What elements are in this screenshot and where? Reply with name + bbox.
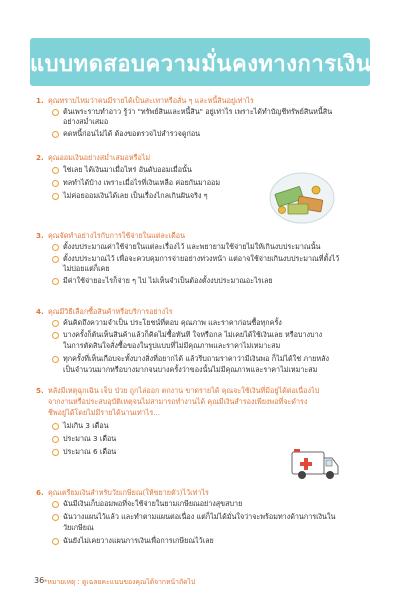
answer-option[interactable]: ใช่เลย ได้เงินมาเมื่อไหร่ อันดับออมเมื่อนั้น — [52, 165, 192, 175]
answer-option[interactable]: ฉันมีเงินเก็บออมพอที่จะใช้จ่ายในยามเกษียณอย่างสุขสบาย — [52, 499, 242, 509]
question-number: 6. — [36, 488, 44, 497]
title-banner — [30, 38, 370, 86]
question-number: 3. — [36, 231, 44, 240]
radio-circle-icon — [52, 356, 59, 363]
radio-circle-icon — [52, 193, 59, 200]
question-text: คุณเตรียมเงินสำหรับวัยเกษียณ(ให้ขยายตัว)ไว้เท่าไร — [48, 488, 209, 497]
question-text: หลังมีเหตุฉุกเฉิน เจ็บ ป่วย ถูกไล่ออก ตกงาน ขาดรายได้ คุณจะใช้เงินที่มีอยู่ได้ต่อเนื่องไป — [48, 386, 320, 395]
radio-circle-icon — [52, 538, 59, 545]
radio-circle-icon — [52, 320, 59, 327]
answer-option[interactable]: ตั้งงบประมาณค่าใช้จ่ายในแต่ละเรื่องไว้ และพยายามใช้จ่ายไม่ให้เกินงบประมาณนั้น — [52, 242, 320, 252]
question-text: คุณจัดทำอย่างไรกับการใช้จ่ายในแต่ละเดือน — [48, 231, 186, 240]
question-number: 2. — [36, 153, 44, 162]
question-number: 4. — [36, 307, 44, 316]
radio-circle-icon — [52, 244, 59, 251]
answer-option[interactable]: ค้นคิดถึงความจำเป็น ประโยชน์ที่ตอบ คุณภาพ และราคาก่อนซื้อทุกครั้ง — [52, 318, 282, 328]
question-text: คุณออมเงินอย่างสม่ำเสมอหรือไม่ — [48, 153, 151, 162]
answer-option[interactable]: บางครั้งก็ต้นเห็นสินค้าแล้วก็คิดไม่ซื้อทันที ใจหรือกล ไม่เคยได้ใช้เงินเลย หรือบางบาง — [52, 330, 322, 340]
answer-option[interactable]: ฉันวางแผนไว้แล้ว และทำตามแผนต่อเนื่อง แต่ก็ไม่ได้มั่นใจว่าจะพร้อมทางด้านการเงินใน — [52, 512, 335, 522]
answer-option[interactable]: ไม่เกิน 3 เดือน — [52, 421, 109, 431]
ambulance-illustration — [290, 446, 340, 482]
answer-option-continued: เป็นจำนวนมากหรือบางมากจนบางครั้งว่าของนั้นไม่มีคุณภาพและราคาไม่เหมาะสม — [63, 365, 318, 374]
answer-option[interactable]: คดหนี้ก่อนไม่ได้ ต้องขอตรวจไปสำรวจดูก่อน — [52, 129, 200, 139]
page-title: แบบทดสอบความมั่นคงทางการเงิน — [30, 52, 372, 77]
money-jar-illustration — [268, 168, 336, 224]
answer-option[interactable]: ประมาณ 3 เดือน — [52, 434, 116, 444]
question-text-continued: จากงานหรือประสบอุบัติเหตุจนไม่สามารถทำงานได้ คุณมีเงินสำรองเพียงพอที่จะดำรง — [48, 397, 308, 406]
radio-circle-icon — [52, 332, 59, 339]
answer-option[interactable]: ไม่ค่อยออมเงินได้เลย เป็นเรื่องไกลเกินฝันจริง ๆ — [52, 191, 208, 201]
question-text: คุณมีวิธีเลือกซื้อสินค้าหรือบริการอย่างไร — [48, 307, 173, 316]
radio-circle-icon — [52, 514, 59, 521]
radio-circle-icon — [52, 278, 59, 285]
question-number: 1. — [36, 96, 44, 105]
answer-option[interactable]: มีค่าใช้จ่ายอะไรก็จ่าย ๆ ไป ไม่เห็นจำเป็นต้องตั้งงบประมาณอะไรเลย — [52, 276, 273, 286]
radio-circle-icon — [52, 167, 59, 174]
answer-option[interactable]: ตั้งงบประมาณไว้ เพื่อจะควบคุมการจ่ายอย่างท่วงหน้า แต่อาจใช้จ่ายเกินงบประมาณที่ตั้งไว้ — [52, 254, 339, 264]
answer-option-continued: ไม่บ่อยแต่ก็เคย — [63, 264, 110, 273]
radio-circle-icon — [52, 131, 59, 138]
answer-option[interactable]: ต้นเพระราบทำอาว รู้ว่า "ทรัพย์สินและหนี้สิน" อยู่เท่าไร เพราะได้ทำบัญชีทรัพย์สินหนี้สิน — [52, 107, 332, 117]
radio-circle-icon — [52, 449, 59, 456]
radio-circle-icon — [52, 436, 59, 443]
answer-option[interactable]: ฉันยังไม่เคยวางแผนการเงินเพื่อการเกษียณไว้เลย — [52, 536, 214, 546]
answer-option-continued: ในการตัดสินใจสั่งซื้อของในรูปแบบที่ไม่มีคุณภาพและราคาไม่เหมาะสม — [63, 341, 281, 350]
footnote: *หมายเหตุ : ดูเฉลยคะแนนของคุณได้จากหน้าถัดไป — [44, 578, 196, 586]
answer-option[interactable]: ทลทำได้บ้าง เพราะเมื่อไรที่เงินเหลือ ค่อยกันมาออม — [52, 178, 220, 188]
answer-option-continued: อย่างสม่ำเสมอ — [63, 117, 109, 126]
page-number: 36 — [34, 576, 45, 585]
question-number: 5. — [36, 386, 44, 395]
radio-circle-icon — [52, 423, 59, 430]
question-text-continued: ชีพอยู่ได้โดยไม่มีรายได้นานเท่าไร... — [48, 408, 161, 417]
question-text: คุณทราบไหมว่าคนมีรายได้เป็นสะเทาหรือสั่น ๆ และหนี้สินอยู่เท่าไร — [48, 96, 254, 105]
radio-circle-icon — [52, 501, 59, 508]
radio-circle-icon — [52, 256, 59, 263]
radio-circle-icon — [52, 109, 59, 116]
radio-circle-icon — [52, 180, 59, 187]
answer-option[interactable]: ทุกครั้งที่เห็นเกือบจะทั้งบางสิ่งที่อยากได้ แล้วรีบถามราคาว่ามีเงินพอ ก็ไม่ได้ใช่ ภายหลัง — [52, 354, 329, 364]
answer-option[interactable]: ประมาณ 6 เดือน — [52, 447, 116, 457]
answer-option-continued: วัยเกษียณ — [63, 523, 94, 532]
